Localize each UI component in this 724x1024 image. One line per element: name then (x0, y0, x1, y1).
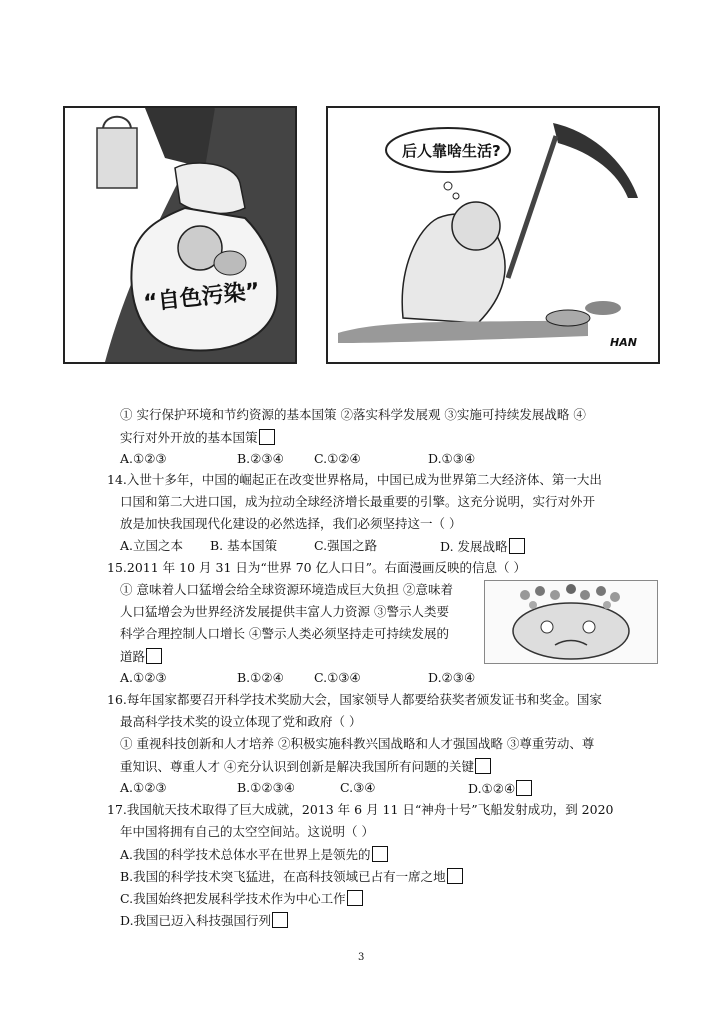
q14-choice-c[interactable]: C.强国之路 (314, 538, 378, 553)
q15-line5 (120, 648, 162, 665)
q17-option-b-text: B.我国的科学技术突飞猛进，在高科技领域已占有一席之地 (120, 869, 446, 884)
cartoon-signature: HAN (610, 336, 637, 349)
q15-line1: 15.2011 年 10 月 31 日为“世界 70 亿人口日”。右面漫画反映的信息（ ） (107, 560, 526, 575)
answer-box[interactable] (516, 780, 532, 796)
answer-box[interactable] (272, 912, 288, 928)
q15-line2: ① 意味着人口猛增会给全球资源环境造成巨大负担 ②意味着 (120, 582, 453, 597)
cartoon-white-pollution (63, 106, 297, 364)
population-cartoon-drawing (485, 581, 657, 663)
q15-choice-d[interactable]: D.②③④ (428, 670, 476, 685)
q16-choice-a[interactable]: A.①②③ (120, 780, 167, 795)
q17-option-c[interactable] (120, 890, 363, 907)
cartoon-white-pollution-drawing (65, 108, 295, 362)
speech-bubble-text: 后人靠啥生活? (402, 142, 501, 160)
q16-line3: ① 重视科技创新和人才培养 ②积极实施科教兴国战略和人才强国战略 ③尊重劳动、尊 (120, 736, 595, 751)
q16-line4 (120, 758, 491, 775)
q13-choice-d[interactable]: D.①③④ (428, 451, 476, 466)
q16-choice-d-text: D.①②④ (468, 781, 516, 796)
q14-choice-d-text: D. 发展战略 (440, 539, 508, 554)
q14-line2: 口国和第二大进口国，成为拉动全球经济增长最重要的引擎。这充分说明，实行对外开 (120, 494, 596, 509)
q17-line1: 17.我国航天技术取得了巨大成就，2013 年 6 月 11 日“神舟十号”飞船发射成功，到 2020 (107, 802, 614, 817)
q13-options-line2-text: 实行对外开放的基本国策 (120, 430, 258, 445)
answer-box[interactable] (509, 538, 525, 554)
q15-line4: 科学合理控制人口增长 ④警示人类必须坚持走可持续发展的 (120, 626, 449, 641)
q16-line2: 最高科学技术奖的设立体现了党和政府（ ） (120, 714, 362, 729)
q17-option-b[interactable] (120, 868, 463, 885)
q13-options-line1: ① 实行保护环境和节约资源的基本国策 ②落实科学发展观 ③实施可持续发展战略 ④ (120, 407, 586, 422)
q17-line2: 年中国将拥有自己的太空空间站。这说明（ ） (120, 824, 374, 839)
q17-option-d[interactable] (120, 912, 288, 929)
answer-box[interactable] (475, 758, 491, 774)
q16-choice-b[interactable]: B.①②③④ (237, 780, 295, 795)
q15-choice-a[interactable]: A.①②③ (120, 670, 167, 685)
q14-choice-b[interactable]: B. 基本国策 (210, 538, 278, 553)
q17-option-a[interactable] (120, 846, 388, 863)
q16-line1: 16.每年国家都要召开科学技术奖励大会，国家领导人都要给获奖者颁发证书和奖金。国家 (107, 692, 602, 707)
cartoon-future-living (326, 106, 660, 364)
bag-text: “自色污染” (142, 278, 262, 317)
population-cartoon (484, 580, 658, 664)
q17-option-a-text: A.我国的科学技术总体水平在世界上是领先的 (120, 847, 371, 862)
q17-option-d-text: D.我国已迈入科技强国行列 (120, 913, 272, 928)
q15-choice-c[interactable]: C.①③④ (314, 670, 361, 685)
q13-choice-a[interactable]: A.①②③ (120, 451, 167, 466)
answer-box[interactable] (259, 429, 275, 445)
q14-choice-d[interactable] (440, 538, 525, 555)
q15-line5-text: 道路 (120, 649, 146, 664)
q17-option-c-text: C.我国始终把发展科学技术作为中心工作 (120, 891, 346, 906)
q16-line4-text: 重知识、尊重人才 ④充分认识到创新是解决我国所有问题的关键 (120, 759, 474, 774)
q14-line1: 14.入世十多年，中国的崛起正在改变世界格局，中国已成为世界第二大经济体、第一大出 (107, 472, 602, 487)
answer-box[interactable] (447, 868, 463, 884)
q13-choice-b[interactable]: B.②③④ (237, 451, 284, 466)
answer-box[interactable] (372, 846, 388, 862)
q13-options-line2 (120, 429, 275, 446)
q14-choice-a[interactable]: A.立国之本 (120, 538, 184, 553)
q15-choice-b[interactable]: B.①②④ (237, 670, 284, 685)
answer-box[interactable] (146, 648, 162, 664)
answer-box[interactable] (347, 890, 363, 906)
page-number: 3 (358, 952, 365, 963)
q14-line3: 放是加快我国现代化建设的必然选择，我们必须坚持这一（ ） (120, 516, 462, 531)
q16-choice-d[interactable] (468, 780, 532, 797)
q13-choice-c[interactable]: C.①②④ (314, 451, 361, 466)
q16-choice-c[interactable]: C.③④ (340, 780, 376, 795)
q15-line3: 人口猛增会为世界经济发展提供丰富人力资源 ③警示人类要 (120, 604, 449, 619)
